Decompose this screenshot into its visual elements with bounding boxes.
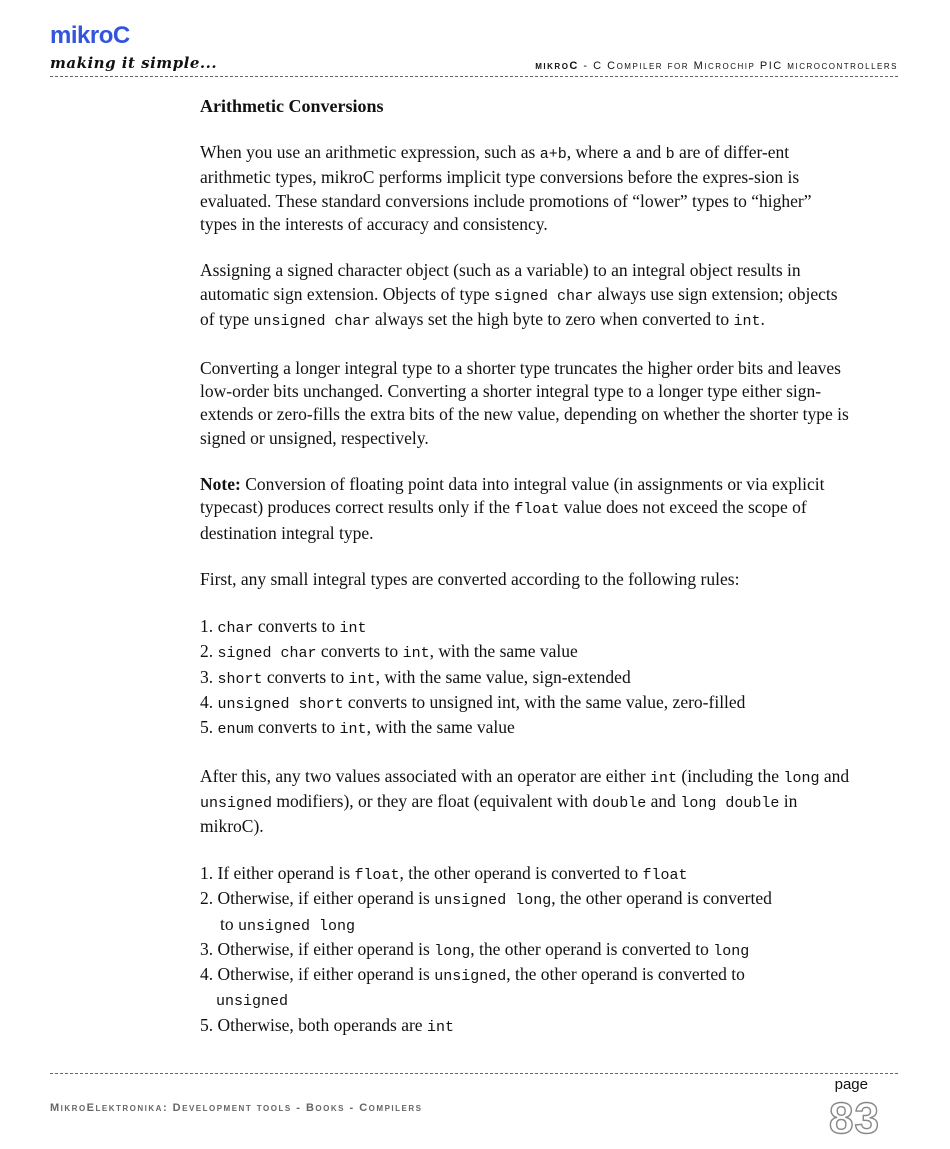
list-item-continuation: unsigned (216, 993, 289, 1011)
page-content (200, 95, 852, 1062)
list-item: 2. Otherwise, if either operand is unsigned long, the other operand is converted to unsigned long (200, 887, 852, 938)
footer-divider (50, 1073, 898, 1074)
paragraph-note (200, 473, 852, 545)
code: a+b (539, 146, 567, 163)
code: signed char (494, 287, 594, 305)
text: Conversion of floating point data into integral value (in assignments or via explicit typecast) produces correct results only if the (200, 474, 825, 518)
text: and (631, 142, 666, 162)
rules-list-operands (200, 862, 852, 1039)
section-title: Arithmetic Conversions (200, 96, 384, 116)
page-number: 83 (829, 1094, 880, 1143)
text: Assigning a signed character object (such as a variable) to an integral object results in automatic sign extension. Objects of type (200, 260, 801, 304)
list-item: 3. short converts to int, with the same value, sign-extended (200, 666, 631, 688)
paragraph-intro (200, 141, 852, 236)
header-subtitle: - C Compiler for Microchip PIC microcontrollers (578, 60, 898, 72)
list-item: 3. Otherwise, if either operand is long, the other operand is converted to long (200, 938, 750, 960)
text: always set the high byte to zero when converted to (370, 309, 734, 330)
header-title (535, 60, 898, 72)
code: a (622, 146, 632, 163)
text: . (760, 309, 765, 330)
paragraph-truncation: Converting a longer integral type to a shorter type truncates the higher order bits and leaves low-order bits unchanged. Converting a shorter integral type to a longer type either sign-extends or zero-fills the extra bits of the new value, depending on whether the shorter type is signed or unsigned, respectively. (200, 357, 849, 448)
paragraph-rules-intro: First, any small integral types are converted according to the following rules: (200, 569, 740, 590)
list-item: 2. signed char converts to int, with the same value (200, 641, 578, 663)
tagline: making it simple... (50, 54, 218, 72)
text: are of differ-ent arithmetic types, mikroC performs implicit type conversions before the expres-sion is evaluated. These standard conversions include promotions of “lower” types to “higher” types in the interests of accuracy and consistency. (200, 142, 812, 234)
list-item: 4. Otherwise, if either operand is unsigned, the other operand is converted to unsigned (200, 963, 852, 1014)
text: always use sign extension; objects of type (200, 283, 838, 330)
code: int (733, 313, 761, 331)
paragraph-sign-extension (200, 259, 852, 333)
list-item: 5. enum converts to int, with the same value (200, 717, 515, 739)
code: float (514, 501, 560, 519)
rules-list-small-types (200, 615, 852, 741)
footer-publisher: MikroElektronika: Development tools - Books - Compilers (50, 1102, 423, 1114)
list-item: 5. Otherwise, both operands are int (200, 1014, 454, 1036)
text: value does not exceed the scope of destination integral type. (200, 497, 807, 543)
header-brand: mikroC (535, 60, 579, 72)
note-label: Note: (200, 474, 241, 495)
list-item: 1. If either operand is float, the other operand is converted to float (200, 862, 688, 884)
paragraph-operator-types: After this, any two values associated with an operator are either int (including the long and unsigned modifiers), or they are float (equivalent with double and long double in mikroC). (200, 765, 850, 837)
header-divider (50, 76, 898, 77)
text: , where (566, 142, 623, 162)
text: When you use an arithmetic expression, such as (200, 142, 540, 162)
mikroc-logo: mikroC (50, 22, 130, 49)
code: b (665, 146, 675, 163)
code: unsigned char (253, 313, 371, 331)
page-label: page (834, 1076, 868, 1093)
list-item: 4. unsigned short converts to unsigned int, with the same value, zero-filled (200, 691, 746, 713)
list-item-continuation: to unsigned long (220, 913, 356, 935)
list-item: 1. char converts to int (200, 615, 367, 637)
